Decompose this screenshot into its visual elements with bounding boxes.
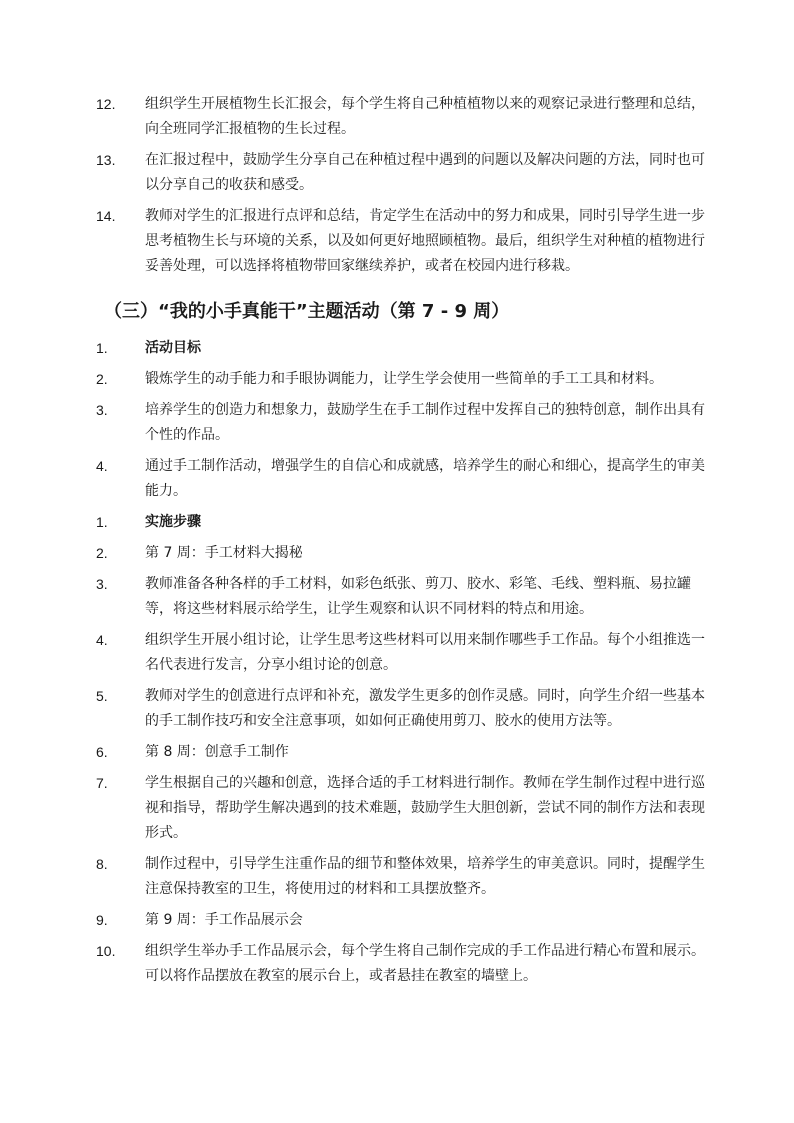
list-text: 教师准备各种各样的手工材料，如彩色纸张、剪刀、胶水、彩笔、毛线、塑料瓶、易拉罐等，将这些材料展示给学生，让学生观察和认识不同材料的特点和用途。 bbox=[145, 576, 691, 617]
list-item bbox=[96, 852, 708, 902]
numbered-list-plant-report bbox=[96, 92, 708, 285]
list-number: 9. bbox=[96, 912, 108, 928]
list-number: 4. bbox=[96, 632, 108, 648]
list-item bbox=[96, 908, 708, 933]
list-text: 教师对学生的汇报进行点评和总结，肯定学生在活动中的努力和成果，同时引导学生进一步思考植物生长与环境的关系，以及如何更好地照顾植物。最后，组织学生对种植的植物进行妥善处理，可以选择将植物带回家继续养护，或者在校园内进行移栽。 bbox=[145, 208, 705, 274]
list-item bbox=[96, 454, 708, 504]
list-text: 第 8 周：创意手工制作 bbox=[145, 744, 289, 760]
list-item bbox=[96, 510, 708, 535]
list-number: 5. bbox=[96, 688, 108, 704]
list-text: 第 9 周：手工作品展示会 bbox=[145, 912, 303, 928]
list-number: 7. bbox=[96, 775, 108, 791]
list-item bbox=[96, 684, 708, 734]
list-number: 3. bbox=[96, 402, 108, 418]
list-item bbox=[96, 628, 708, 678]
list-item bbox=[96, 367, 708, 392]
list-number: 12. bbox=[96, 96, 116, 112]
list-item bbox=[96, 740, 708, 765]
list-number: 2. bbox=[96, 545, 108, 561]
section-heading: （三）“我的小手真能干”主题活动（第 7 - 9 周） bbox=[104, 301, 510, 322]
list-item bbox=[96, 771, 708, 846]
list-text: 培养学生的创造力和想象力，鼓励学生在手工制作过程中发挥自己的独特创意，制作出具有个性的作品。 bbox=[145, 402, 705, 443]
list-number: 10. bbox=[96, 943, 116, 959]
list-number: 6. bbox=[96, 744, 108, 760]
list-text: 教师对学生的创意进行点评和补充，激发学生更多的创作灵感。同时，向学生介绍一些基本的手工制作技巧和安全注意事项，如如何正确使用剪刀、胶水的使用方法等。 bbox=[145, 688, 705, 729]
list-item bbox=[96, 398, 708, 448]
list-number: 4. bbox=[96, 458, 108, 474]
list-text: 学生根据自己的兴趣和创意，选择合适的手工材料进行制作。教师在学生制作过程中进行巡视和指导，帮助学生解决遇到的技术难题，鼓励学生大胆创新，尝试不同的制作方法和表现形式。 bbox=[145, 775, 705, 841]
list-text: 组织学生举办手工作品展示会，每个学生将自己制作完成的手工作品进行精心布置和展示。可以将作品摆放在教室的展示台上，或者悬挂在教室的墙壁上。 bbox=[145, 943, 705, 984]
list-item bbox=[96, 204, 708, 279]
list-number: 8. bbox=[96, 856, 108, 872]
list-number: 2. bbox=[96, 371, 108, 387]
list-item bbox=[96, 939, 708, 989]
list-text: 锻炼学生的动手能力和手眼协调能力，让学生学会使用一些简单的手工工具和材料。 bbox=[145, 371, 663, 387]
list-number: 3. bbox=[96, 576, 108, 592]
subheading-activity-goals: 活动目标 bbox=[145, 340, 201, 356]
list-text: 组织学生开展植物生长汇报会，每个学生将自己种植植物以来的观察记录进行整理和总结，向全班同学汇报植物的生长过程。 bbox=[145, 96, 705, 137]
numbered-list-handcraft-activity bbox=[96, 336, 708, 995]
list-number: 1. bbox=[96, 514, 108, 530]
list-text: 制作过程中，引导学生注重作品的细节和整体效果，培养学生的审美意识。同时，提醒学生注意保持教室的卫生，将使用过的材料和工具摆放整齐。 bbox=[145, 856, 705, 897]
list-item bbox=[96, 148, 708, 198]
subheading-implementation-steps: 实施步骤 bbox=[145, 514, 201, 530]
list-number: 14. bbox=[96, 208, 116, 224]
list-text: 在汇报过程中，鼓励学生分享自己在种植过程中遇到的问题以及解决问题的方法，同时也可以分享自己的收获和感受。 bbox=[145, 152, 705, 193]
list-item bbox=[96, 336, 708, 361]
list-item bbox=[96, 92, 708, 142]
list-text: 通过手工制作活动，增强学生的自信心和成就感，培养学生的耐心和细心，提高学生的审美能力。 bbox=[145, 458, 705, 499]
list-item bbox=[96, 572, 708, 622]
list-text: 第 7 周：手工材料大揭秘 bbox=[145, 545, 303, 561]
list-text: 组织学生开展小组讨论，让学生思考这些材料可以用来制作哪些手工作品。每个小组推选一名代表进行发言，分享小组讨论的创意。 bbox=[145, 632, 705, 673]
list-number: 13. bbox=[96, 152, 116, 168]
list-item bbox=[96, 541, 708, 566]
list-number: 1. bbox=[96, 340, 108, 356]
